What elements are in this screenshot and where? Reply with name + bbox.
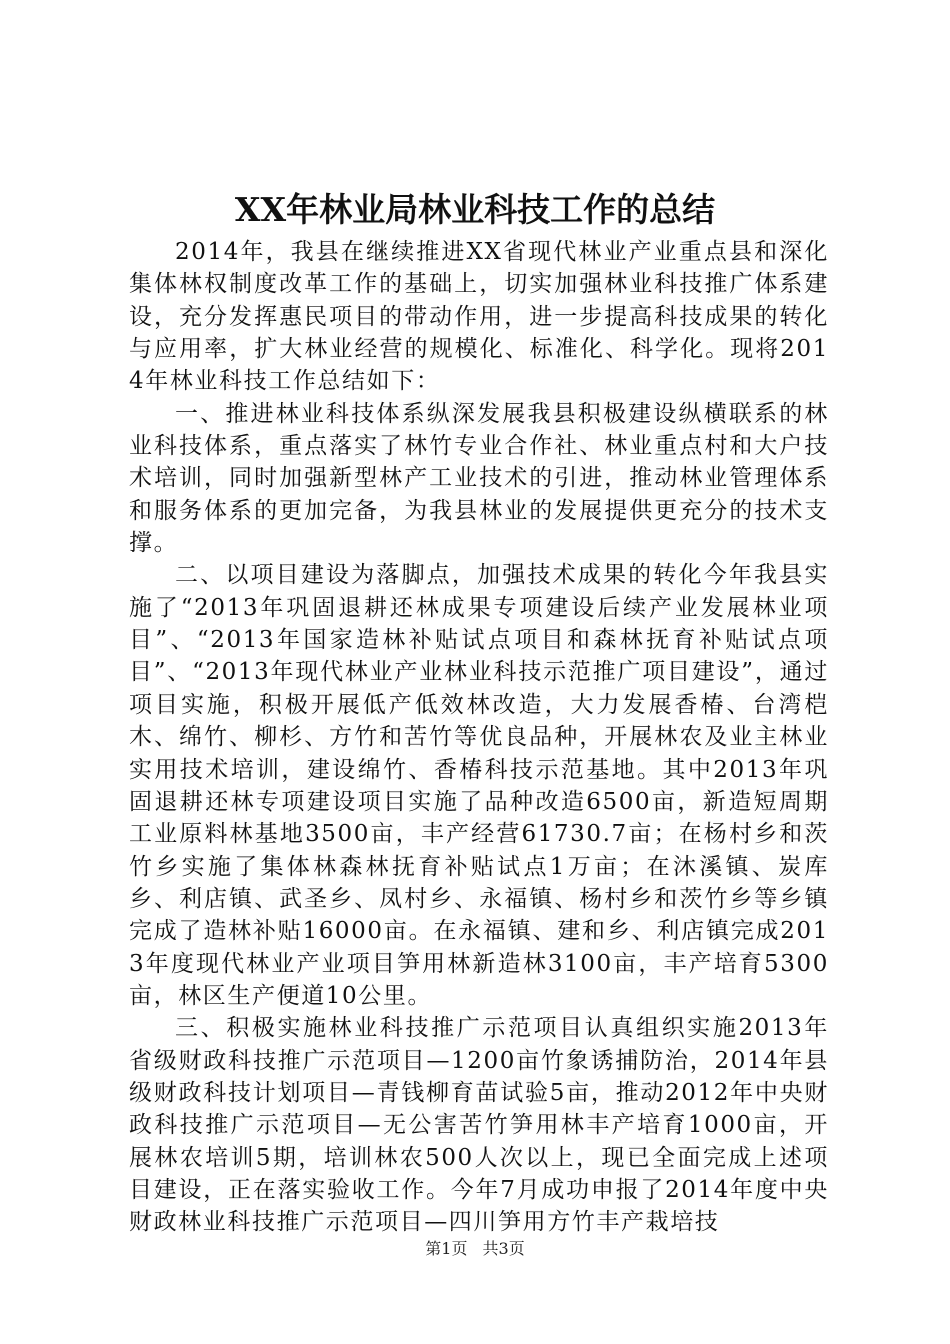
document-title: XX年林业局林业科技工作的总结: [234, 190, 716, 229]
page-total: 共3页: [482, 1239, 525, 1258]
paragraph-intro: 2014年，我县在继续推进XX省现代林业产业重点县和深化集体林权制度改革工作的基础上，切实加强林业科技推广体系建设，充分发挥惠民项目的带动作用，进一步提高科技成果的转化与应用率，扩大林业经营的规模化、标准化、科学化。现将2014年林业科技工作总结如下：: [129, 239, 829, 395]
page-footer: [0, 1238, 950, 1260]
document-body: [129, 236, 829, 1239]
page-number: 第1页: [425, 1239, 468, 1258]
paragraph-section-1: 一、推进林业科技体系纵深发展我县积极建设纵横联系的林业科技体系，重点落实了林竹专业合作社、林业重点村和大户技术培训，同时加强新型林产工业技术的引进，推动林业管理体系和服务体系的更加完备，为我县林业的发展提供更充分的技术支撑。: [129, 400, 829, 557]
paragraph-section-3: 三、积极实施林业科技推广示范项目认真组织实施2013年省级财政科技推广示范项目—1200亩竹象诱捕防治，2014年县级财政科技计划项目—青钱柳育苗试验5亩，推动2012年中央财政科技推广示范项目—无公害苦竹笋用林丰产培育1000亩，开展林农培训5期，培训林农500人次以上，现已全面完成上述项目建设，正在落实验收工作。今年7月成功申报了2014年度中央财政林业科技推广示范项目—四川笋用方竹丰产栽培技: [129, 1015, 829, 1236]
paragraph-section-2: 二、以项目建设为落脚点，加强技术成果的转化今年我县实施了“2013年巩固退耕还林成果专项建设后续产业发展林业项目”、“2013年国家造林补贴试点项目和森林抚育补贴试点项目”、“2013年现代林业产业林业科技示范推广项目建设”，通过项目实施，积极开展低产低效林改造，大力发展香椿、台湾桤木、绵竹、柳杉、方竹和苦竹等优良品种，开展林农及业主林业实用技术培训，建设绵竹、香椿科技示范基地。其中2013年巩固退耕还林专项建设项目实施了品种改造6500亩，新造短周期工业原料林基地3500亩，丰产经营61730.7亩；在杨村乡和茨竹乡实施了集体林森林抚育补贴试点1万亩；在沐溪镇、炭库乡、利店镇、武圣乡、凤村乡、永福镇、杨村乡和茨竹乡等乡镇完成了造林补贴16000亩。在永福镇、建和乡、利店镇完成2013年度现代林业产业项目笋用林新造林3100亩，丰产培育5300亩，林区生产便道10公里。: [129, 562, 829, 1009]
